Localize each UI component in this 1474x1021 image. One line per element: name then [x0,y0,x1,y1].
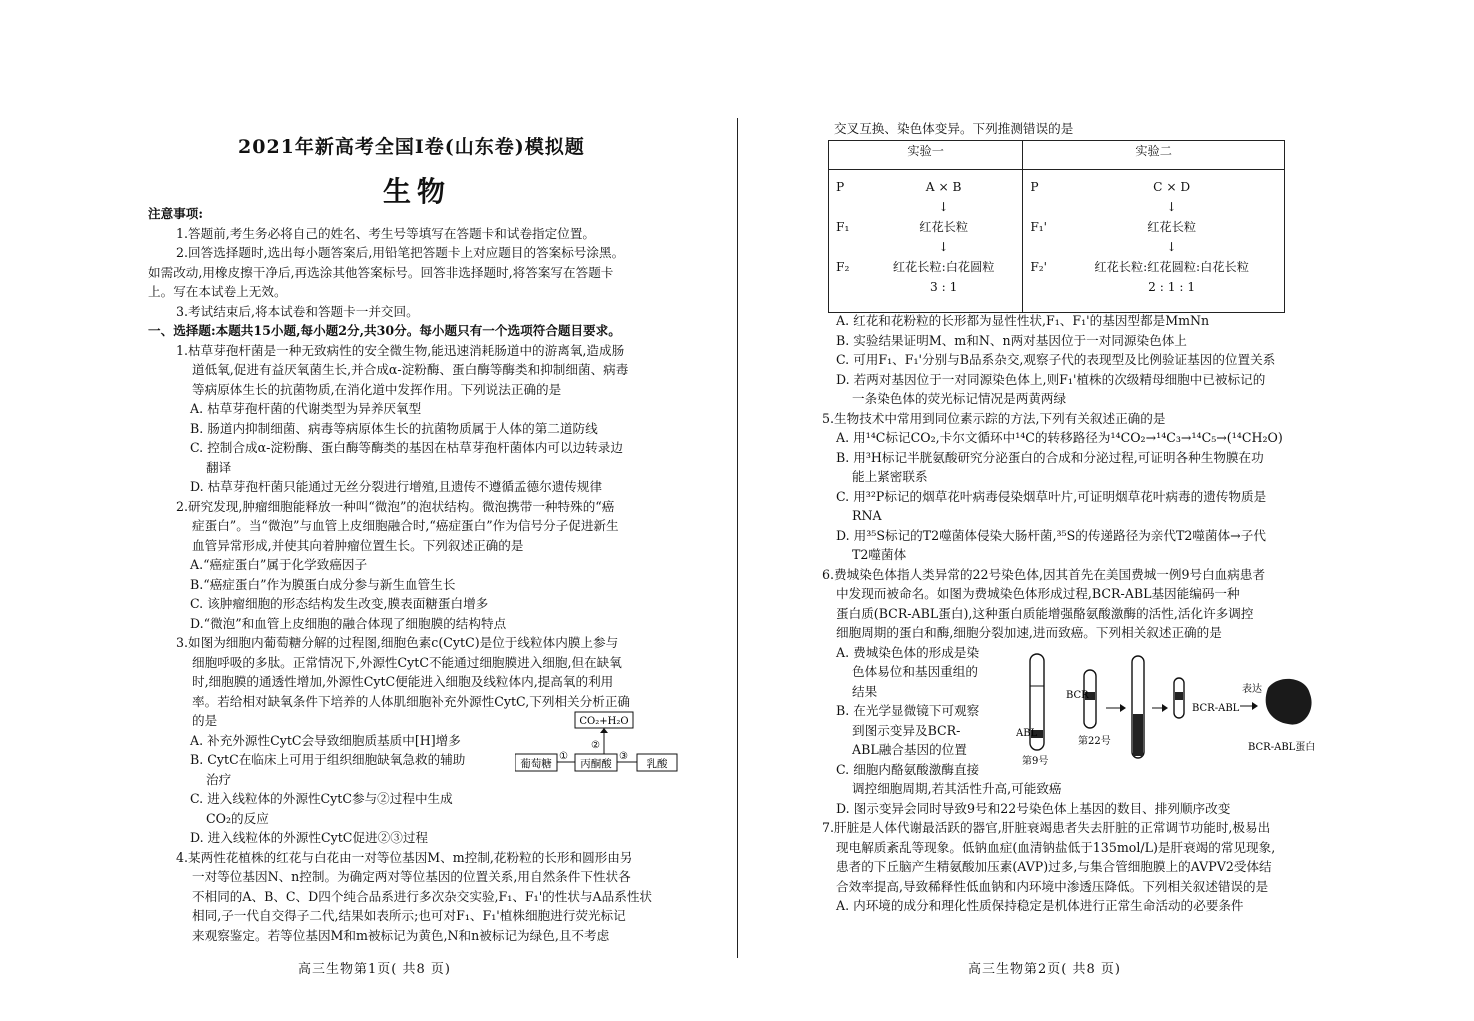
parent-cross: C × D [1153,180,1191,194]
question-3-line: 率。若给相对缺氧条件下培养的人体肌细胞补充外源性CytC,下列相关分析正确 [192,693,631,709]
q3-option: 治疗 [206,771,232,787]
notice-line: 上。写在本试卷上无效。 [148,284,287,299]
f2-phenotype: 红花长粒:红花圆粒:白花长粒 [1094,260,1249,274]
generation-label: P [836,180,845,194]
q4-option: 一条染色体的荧光标记情况是两黄两绿 [852,391,1067,406]
bcr-label: BCR [1066,690,1089,701]
question-6-line: 中发现而被命名。如图为费城染色体形成过程,BCR-ABL基因能编码一种 [836,586,1240,601]
question-6-line: 细胞周期的蛋白和酶,细胞分裂加速,进而致癌。下列相关叙述正确的是 [836,625,1222,640]
subject-title: 生物 [383,175,452,208]
table-header: 实验一 [829,141,1023,170]
chromosome-translocation-figure [1016,648,1328,772]
co2-label: CO₂+H₂O [579,716,629,727]
chr9-label: 第9号 [1022,756,1049,767]
abl-label: ABL [1016,728,1038,739]
arrow-head [1162,704,1168,712]
bcr-abl-label: BCR-ABL [1192,703,1240,714]
arrow-icon: ↓ [1166,240,1177,254]
q6-option: 调控细胞周期,若其活性升高,可能致癌 [852,781,1062,796]
q1-option: B. 肠道内抑制细菌、病毒等病原体生长的抗菌物质属于人体的第二道防线 [190,420,598,436]
arrow-icon: ↓ [938,240,949,254]
generation-label: F₁ [836,220,850,234]
q5-option: A. 用¹⁴C标记CO₂,卡尔文循环中¹⁴C的转移路径为¹⁴CO₂→¹⁴C₃→¹⁴C₅→(¹⁴CH₂O) [836,430,1283,445]
q6-option: C. 细胞内酪氨酸激酶直接 [836,761,980,777]
q6-option: 结果 [852,683,878,699]
q5-option: C. 用³²P标记的烟草花叶病毒侵染烟草叶片,可证明烟草花叶病毒的遗传物质是 [836,488,1267,504]
q7-option: A. 内环境的成分和理化性质保持稳定是机体进行正常生命活动的必要条件 [836,898,1244,913]
generation-label: P [1030,180,1039,194]
notice-line: 1.答题前,考生务必将自己的姓名、考生号等填写在答题卡和试卷指定位置。 [176,225,596,241]
step-1-label: ① [559,751,568,762]
question-6-line: 6.费城染色体指人类异常的22号染色体,因其首先在美国费城一例9号白血病患者 [822,566,1266,582]
question-2-line: 血管异常形成,并使其向着肿瘤位置生长。下列叙述正确的是 [192,537,524,553]
glucose-pathway-diagram [515,710,685,776]
q3-option: A. 补充外源性CytC会导致细胞质基质中[H]增多 [190,732,461,748]
question-7-line: 患者的下丘脑产生精氨酸加压素(AVP)过多,与集合管细胞膜上的AVPV2受体结 [836,859,1272,874]
translocated-segment [1133,714,1143,756]
q2-option: C. 该肿瘤细胞的形态结构发生改变,膜表面糖蛋白增多 [190,596,489,611]
q6-option: 到图示变异及BCR- [852,722,961,738]
q6-option: ABL融合基因的位置 [852,742,967,757]
left-page [148,0,693,1021]
q1-option: 翻译 [206,459,232,475]
page-footer: 高三生物第1页( 共8 页) [298,962,451,977]
q2-option: A.“癌症蛋白”属于化学致癌因子 [190,557,368,572]
generation-label: F₁' [1030,220,1048,234]
question-7-line: 现电解质紊乱等现象。低钠血症(血清钠盐低于135mol/L)是肝衰竭的常见现象, [836,839,1276,855]
notice-block [148,204,693,945]
question-1-line: 1.枯草芽孢杆菌是一种无致病性的安全微生物,能迅速消耗肠道中的游离氧,造成肠 [176,342,625,358]
q5-option: B. 用³H标记半胱氨酸研究分泌蛋白的合成和分泌过程,可证明各种生物膜在功 [836,449,1264,465]
question-3-line: 的是 [192,713,218,728]
q3-option: C. 进入线粒体的外源性CytC参与②过程中生成 [190,791,453,806]
question-4-line: 一对等位基因N、n控制。为确定两对等位基因的位置关系,用自然条件下性状各 [192,869,631,884]
question-3-line: 时,细胞膜的通透性增加,外源性CytC便能进入细胞及线粒体内,提高氧的利用 [192,674,614,689]
glucose-label: 葡萄糖 [520,758,552,770]
page-footer: 高三生物第2页( 共8 页) [968,962,1121,977]
f1-phenotype: 红花长粒 [919,220,969,234]
q6-option: 色体易位和基因重组的 [852,664,978,679]
question-1-line: 等病原体生长的抗菌物质,在消化道中发挥作用。下列说法正确的是 [192,381,562,397]
q5-option: T2噬菌体 [852,547,907,562]
question-3-line: 细胞呼吸的多肽。正常情况下,外源性CytC不能通过细胞膜进入细胞,但在缺氧 [192,654,622,670]
right-page [822,0,1324,1021]
generation-label: F₂ [836,260,850,274]
arrow-head [1252,702,1258,710]
q2-option: B.“癌症蛋白”作为膜蛋白成分参与新生血管生长 [190,576,456,592]
q4-option: C. 可用F₁、F₁'分别与B品系杂交,观察子代的表现型及比例验证基因的位置关系 [836,352,1276,367]
q4-option: B. 实验结果证明M、m和N、n两对基因位于一对同源染色体上 [836,332,1187,348]
f2-ratio: 2 : 1 : 1 [1148,280,1196,294]
q1-option: D. 枯草芽孢杆菌只能通过无丝分裂进行增殖,且遗传不遵循孟德尔遗传规律 [190,479,603,494]
question-2-line: 症蛋白”。当“微泡”与血管上皮细胞融合时,“癌症蛋白”作为信号分子促进新生 [192,518,619,533]
q1-option: C. 控制合成α-淀粉酶、蛋白酶等酶类的基因在枯草芽孢杆菌体内可以边转录边 [190,440,623,455]
express-label: 表达 [1242,684,1262,695]
right-text-upper [822,311,1324,916]
question-1-line: 道低氧,促进有益厌氧菌生长,并合成α-淀粉酶、蛋白酶等酶类和抑制细菌、病毒 [192,362,629,377]
question-6-line: 蛋白质(BCR-ABL蛋白),这种蛋白质能增强酪氨酸激酶的活性,活化许多调控 [836,605,1254,621]
notice-line: 2.回答选择题时,选出每小题答案后,用铅笔把答题卡上对应题目的答案标号涂黑。 [176,245,625,260]
q4-continuation: 交叉互换、染色体变异。下列推测错误的是 [834,121,1074,136]
pyruvate-label: 丙酮酸 [580,758,612,770]
q4-option: A. 红花和花粉粒的长形都为显性性状,F₁、F₁'的基因型都是MmNn [836,313,1210,328]
experiment-2-cell [1023,170,1285,313]
question-4-line: 不相同的A、B、C、D四个纯合品系进行多次杂交实验,F₁、F₁'的性状与A品系性状 [192,888,653,904]
q3-option: B. CytC在临床上可用于组织细胞缺氧急救的辅助 [190,752,466,767]
q2-option: D.“微泡”和血管上皮细胞的融合体现了细胞膜的结构特点 [190,615,507,631]
arrow-2-head [600,728,608,733]
exam-title: 2021年新高考全国Ⅰ卷(山东卷)模拟题 [238,136,585,158]
f2-ratio: 3 : 1 [929,280,958,294]
parent-cross: A × B [925,180,962,194]
arrow-head [1120,704,1126,712]
q4-option: D. 若两对基因位于一对同源染色体上,则F₁'植株的次级精母细胞中已被标记的 [836,371,1266,387]
experiment-1-cell [829,170,1023,313]
experiment-table [828,140,1285,313]
question-7-line: 7.肝脏是人体代谢最活跃的器官,肝脏衰竭患者失去肝脏的正常调节功能时,极易出 [822,820,1271,835]
q6-option: B. 在光学显微镜下可观察 [836,703,980,718]
chr22-label: 第22号 [1078,736,1111,747]
q3-option: D. 进入线粒体的外源性CytC促进②③过程 [190,830,429,845]
f2-phenotype: 红花长粒:白花圆粒 [892,260,995,274]
notice-line: 如需改动,用橡皮擦干净后,再选涂其他答案标号。回答非选择题时,将答案写在答题卡 [148,264,614,280]
fusion-band [1175,692,1183,700]
protein-label: BCR-ABL蛋白 [1248,742,1316,753]
question-4-line: 相同,子一代自交得子二代,结果如表所示;也可对F₁、F₁'植株细胞进行荧光标记 [192,908,626,923]
arrow-icon: ↓ [938,200,949,214]
table-header: 实验二 [1023,141,1285,170]
notice-line: 3.考试结束后,将本试卷和答题卡一并交回。 [176,303,419,319]
q6-option: D. 图示变异会同时导致9号和22号染色体上基因的数目、排列顺序改变 [836,800,1231,816]
q3-option: CO₂的反应 [206,810,269,826]
q5-option: RNA [852,508,882,523]
question-4-line: 4.某两性花植株的红花与白花由一对等位基因M、m控制,花粉粒的长形和圆形由另 [176,849,633,865]
q5-option: D. 用³⁵S标记的T2噬菌体侵染大肠杆菌,³⁵S的传递路径为亲代T2噬菌体→子代 [836,527,1266,543]
q1-option: A. 枯草芽孢杆菌的代谢类型为异养厌氧型 [190,401,422,416]
lactate-label: 乳酸 [646,758,668,770]
step-2-label: ② [591,740,600,751]
protein-icon [1266,679,1312,725]
section-heading: 一、选择题:本题共15小题,每小题2分,共30分。每小题只有一个选项符合题目要求。 [148,323,621,338]
step-3-label: ③ [619,751,628,762]
generation-label: F₂' [1030,260,1048,274]
page-divider [737,118,738,958]
question-4-line: 来观察鉴定。若等位基因M和m被标记为黄色,N和n被标记为绿色,且不考虑 [192,927,610,943]
f1-phenotype: 红花长粒 [1147,220,1197,234]
q5-option: 能上紧密联系 [852,469,928,484]
q6-option: A. 费城染色体的形成是染 [836,644,980,660]
arrow-icon: ↓ [1166,200,1177,214]
question-3-line: 3.如图为细胞内葡萄糖分解的过程图,细胞色素c(CytC)是位于线粒体内膜上参与 [176,635,619,650]
question-7-line: 合效率提高,导致稀释性低血钠和内环境中渗透压降低。下列相关叙述错误的是 [836,878,1269,894]
notice-heading: 注意事项: [148,206,204,221]
question-5: 5.生物技术中常用到同位素示踪的方法,下列有关叙述正确的是 [822,410,1166,426]
question-2-line: 2.研究发现,肿瘤细胞能释放一种叫“微泡”的泡状结构。微泡携带一种特殊的“癌 [176,498,615,514]
